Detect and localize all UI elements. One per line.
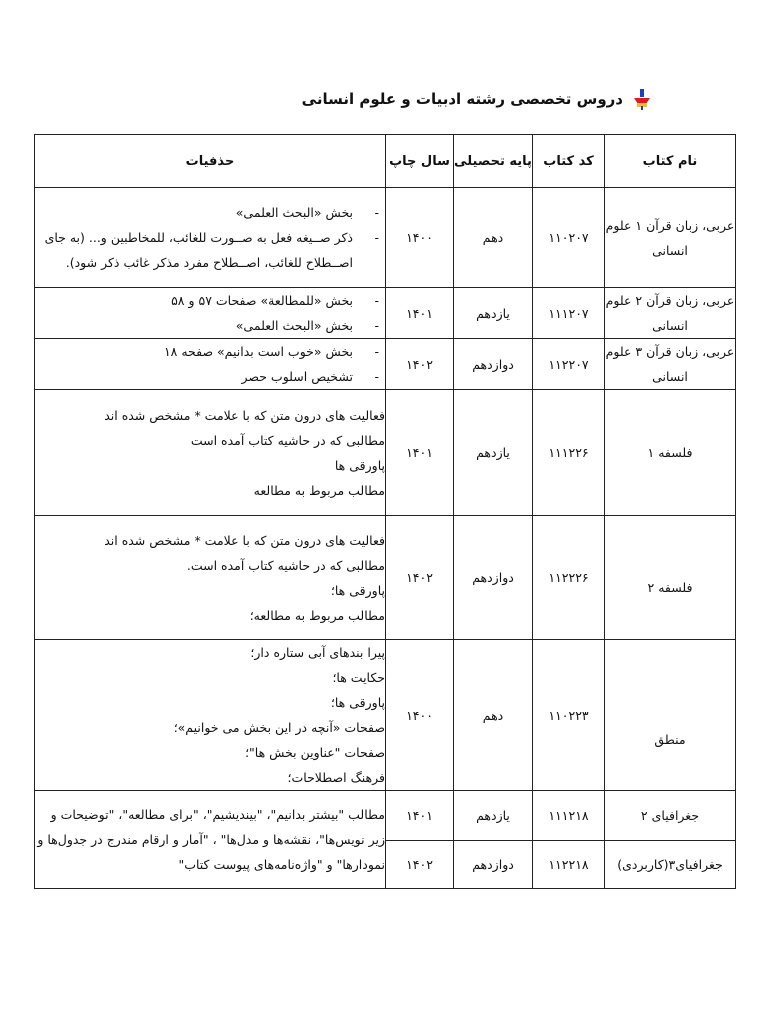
book-grade: دهم — [454, 640, 533, 791]
book-grade: دوازدهم — [454, 516, 533, 640]
book-name — [605, 516, 736, 640]
book-name — [605, 640, 736, 791]
book-code: ۱۱۰۲۲۳ — [533, 640, 605, 791]
deletions-cell — [35, 640, 386, 791]
book-grade: یازدهم — [454, 390, 533, 516]
book-grade: یازدهم — [454, 791, 533, 841]
table-row — [35, 288, 736, 339]
deletion-item: - تشخیص اسلوب حصر — [35, 364, 385, 389]
book-year: ۱۴۰۲ — [386, 516, 454, 640]
table-row — [35, 339, 736, 390]
header-book-code: کد کتاب — [533, 135, 605, 188]
page-title: دروس تخصصی رشته ادبیات و علوم انسانی — [301, 90, 623, 108]
book-code: ۱۱۱۲۲۶ — [533, 390, 605, 516]
deletion-item: - بخش «خوب است بدانیم» صفحه ۱۸ — [35, 339, 385, 364]
deletions-cell — [35, 390, 386, 516]
book-grade: یازدهم — [454, 288, 533, 339]
deletion-line: فعالیت های درون متن که با علامت * مشخص شده اند — [104, 532, 385, 548]
deletions-table — [34, 134, 736, 889]
book-year: ۱۴۰۲ — [386, 841, 454, 889]
table-header-row — [35, 135, 736, 188]
book-code: ۱۱۲۲۰۷ — [533, 339, 605, 390]
book-name: عربی، زبان قرآن ۱ علوم انسانی — [605, 188, 736, 288]
deletion-line: پاورقی ها؛ — [330, 582, 385, 598]
bullet-pin-icon — [631, 88, 653, 110]
deletion-item: - ذکر صــیغه فعل به صــورت للغائب، للمخاطبین و... (به جای اصــطلاح للغائب، اصــطلاح مفرد مذکر غائب ذکر شود). — [35, 225, 385, 275]
book-name: جغرافیای ۲ — [605, 791, 736, 841]
table-row — [35, 188, 736, 288]
table-row — [35, 390, 736, 516]
deletion-line: صفحات "عناوین بخش ها"؛ — [245, 745, 385, 760]
book-code: ۱۱۱۲۱۸ — [533, 791, 605, 841]
deletion-item: - بخش «البحث العلمی» — [35, 200, 385, 225]
book-grade: دوازدهم — [454, 339, 533, 390]
deletions-cell — [35, 288, 386, 339]
book-name: عربی، زبان قرآن ۲ علوم انسانی — [605, 288, 736, 339]
book-name: جغرافیای۳(کاربردی) — [605, 841, 736, 889]
deletion-line: فرهنگ اصطلاحات؛ — [287, 770, 385, 785]
deletions-cell — [35, 339, 386, 390]
deletions-cell — [35, 188, 386, 288]
header-print-year: سال چاپ — [386, 135, 454, 188]
table-row — [35, 516, 736, 640]
book-code: ۱۱۲۲۱۸ — [533, 841, 605, 889]
deletion-line: حکایت ها؛ — [332, 670, 385, 685]
deletions-cell — [35, 516, 386, 640]
table-row — [35, 640, 736, 791]
deletion-item: - بخش «للمطالعة» صفحات ۵۷ و ۵۸ — [35, 288, 385, 313]
deletion-line: پاورقی ها؛ — [330, 695, 385, 710]
book-year: ۱۴۰۲ — [386, 339, 454, 390]
deletion-line: مطالب مربوط به مطالعه؛ — [249, 607, 385, 623]
book-name: عربی، زبان قرآن ۳ علوم انسانی — [605, 339, 736, 390]
table-row — [35, 791, 736, 841]
page-title-row — [302, 88, 653, 110]
book-year: ۱۴۰۰ — [386, 640, 454, 791]
deletion-item: - بخش «البحث العلمی» — [35, 313, 385, 338]
deletion-line: مطالبی که در حاشیه کتاب آمده است. — [186, 557, 385, 573]
book-year: ۱۴۰۱ — [386, 791, 454, 841]
book-grade: دوازدهم — [454, 841, 533, 889]
book-name-text: فلسفه ۲ — [647, 580, 693, 595]
book-name: فلسفه ۱ — [605, 390, 736, 516]
deletion-line: پاورقی ها — [334, 457, 385, 473]
deletion-line: مطالب مربوط به مطالعه — [253, 482, 385, 498]
header-deletions: حذفیات — [35, 135, 386, 188]
book-year: ۱۴۰۱ — [386, 390, 454, 516]
deletion-line: مطالبی که در حاشیه کتاب آمده است — [190, 432, 385, 448]
deletion-line: صفحات «آنچه در این بخش می خوانیم»؛ — [173, 720, 385, 735]
header-grade: پایه تحصیلی — [454, 135, 533, 188]
book-year: ۱۴۰۰ — [386, 188, 454, 288]
deletion-line: پیرا بندهای آبی ستاره دار؛ — [250, 645, 385, 660]
header-book-name: نام کتاب — [605, 135, 736, 188]
book-code: ۱۱۰۲۰۷ — [533, 188, 605, 288]
book-year: ۱۴۰۱ — [386, 288, 454, 339]
book-name-text: منطق — [654, 731, 686, 747]
book-code: ۱۱۲۲۲۶ — [533, 516, 605, 640]
book-code: ۱۱۱۲۰۷ — [533, 288, 605, 339]
deletion-line: مطالب "بیشتر بدانیم"، "بیندیشیم"، "برای مطالعه"، "توضیحات و زیر نویس‌ها"، نقشه‌ها و مدل‌ها" ، "آمار و ارقام مندرج در جدول‌ها و نمودارها" و "واژه‌نامه‌های پیوست کتاب" — [37, 807, 385, 872]
deletion-line: فعالیت های درون متن که با علامت * مشخص شده اند — [104, 407, 385, 423]
book-grade: دهم — [454, 188, 533, 288]
geography-deletions-cell — [35, 791, 386, 889]
